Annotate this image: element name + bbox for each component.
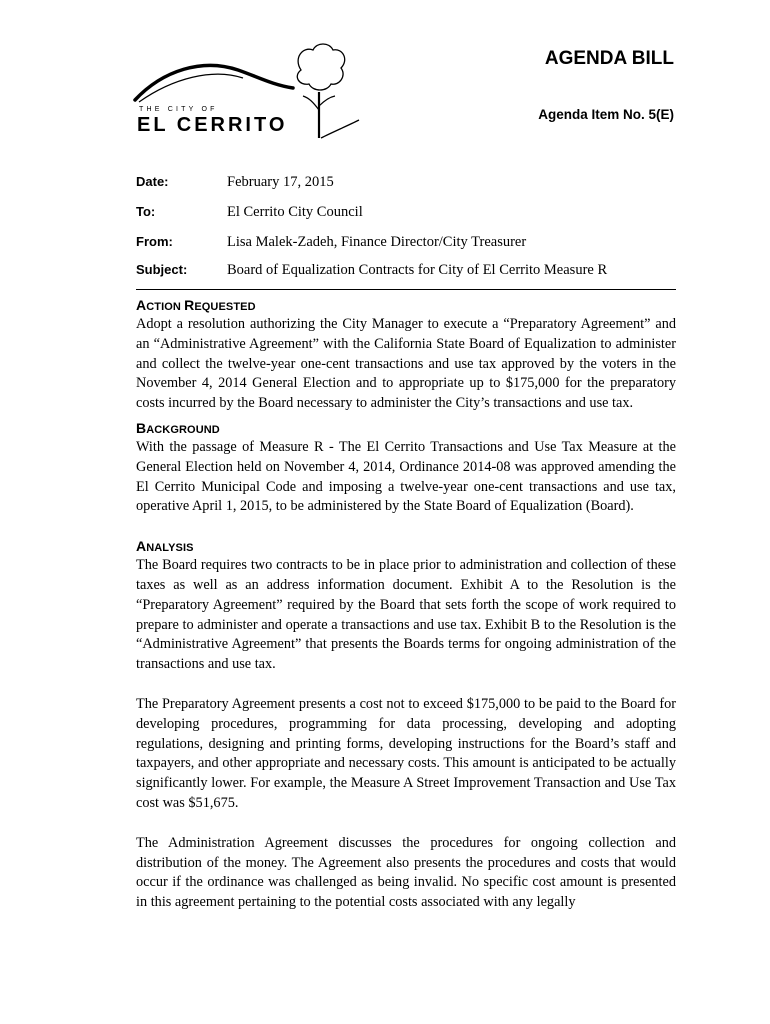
analysis-paragraph-2: The Preparatory Agreement presents a cost not to exceed $175,000 to be paid to the Board for developing procedures, programming for data processing, developing and adopting regulations, designing and printing forms, developing instructions for the Board’s staff and taxpayers, and other appropriate and necessary costs. This amount is anticipated to be actually significantly lower. For example, the Measure A Street Improvement Transaction and Use Tax cost was $51,675. [136, 695, 676, 811]
to-value: El Cerrito City Council [227, 204, 363, 220]
date-value: February 17, 2015 [227, 174, 334, 190]
from-label: From: [136, 234, 173, 249]
section-heading-analysis: ANALYSIS [136, 538, 194, 555]
to-label: To: [136, 204, 156, 219]
analysis-paragraph-3: The Administration Agreement discusses the procedures for ongoing collection and distribution of the money. The Agreement also presents the procedures and costs that would occur if the ordinance was challenged as being invalid. No specific cost amount is presented in this agreement pertaining to the potential costs associated with any legally [136, 834, 676, 911]
action-requested-text: Adopt a resolution authorizing the City Manager to execute a “Preparatory Agreement” and an “Administrative Agreement” with the California State Board of Equalization to administer and collect the twelve-year one-cent transactions and use tax approved by the voters in the November 4, 2014 General Election and to appropriate up to $175,000 for the preparatory costs incurred by the Board necessary to administer the City’s transactions and use tax. [136, 316, 676, 412]
agenda-item-number: Agenda Item No. 5(E) [538, 107, 674, 122]
document-title: AGENDA BILL [544, 48, 674, 69]
from-value: Lisa Malek-Zadeh, Finance Director/City Treasurer [227, 234, 527, 250]
date-label: Date: [136, 174, 169, 189]
header-divider [136, 289, 676, 290]
subject-label: Subject: [136, 262, 188, 277]
logo-el-cerrito-text: EL CERRITO [137, 114, 288, 136]
section-heading-background: BACKGROUND [136, 419, 220, 436]
el-cerrito-logo [133, 40, 363, 150]
section-heading-action-requested: ACTION REQUESTED [136, 297, 256, 313]
analysis-paragraph-1: The Board requires two contracts to be in place prior to administration and collection of these taxes as well as an address information document. Exhibit A to the Resolution is the “Preparatory Agreement” required by the Board that sets forth the scope of work required to prepare to administer and operate a transactions and use tax. Exhibit B to the Resolution is the “Administrative Agreement” that presents the Boards terms for ongoing administration of the transactions and use tax. [136, 557, 676, 673]
document-body [136, 296, 676, 913]
background-text: With the passage of Measure R - The El Cerrito Transactions and Use Tax Measure at the General Election held on November 4, 2014, Ordinance 2014-08 was approved amending the El Cerrito Municipal Code and imposing a twelve-year one-cent transactions and use tax, operative April 1, 2015, to be administered by the State Board of Equalization (Board). [136, 438, 676, 515]
subject-value: Board of Equalization Contracts for City of El Cerrito Measure R [227, 262, 608, 278]
logo-city-of-text: THE CITY OF [139, 106, 218, 113]
